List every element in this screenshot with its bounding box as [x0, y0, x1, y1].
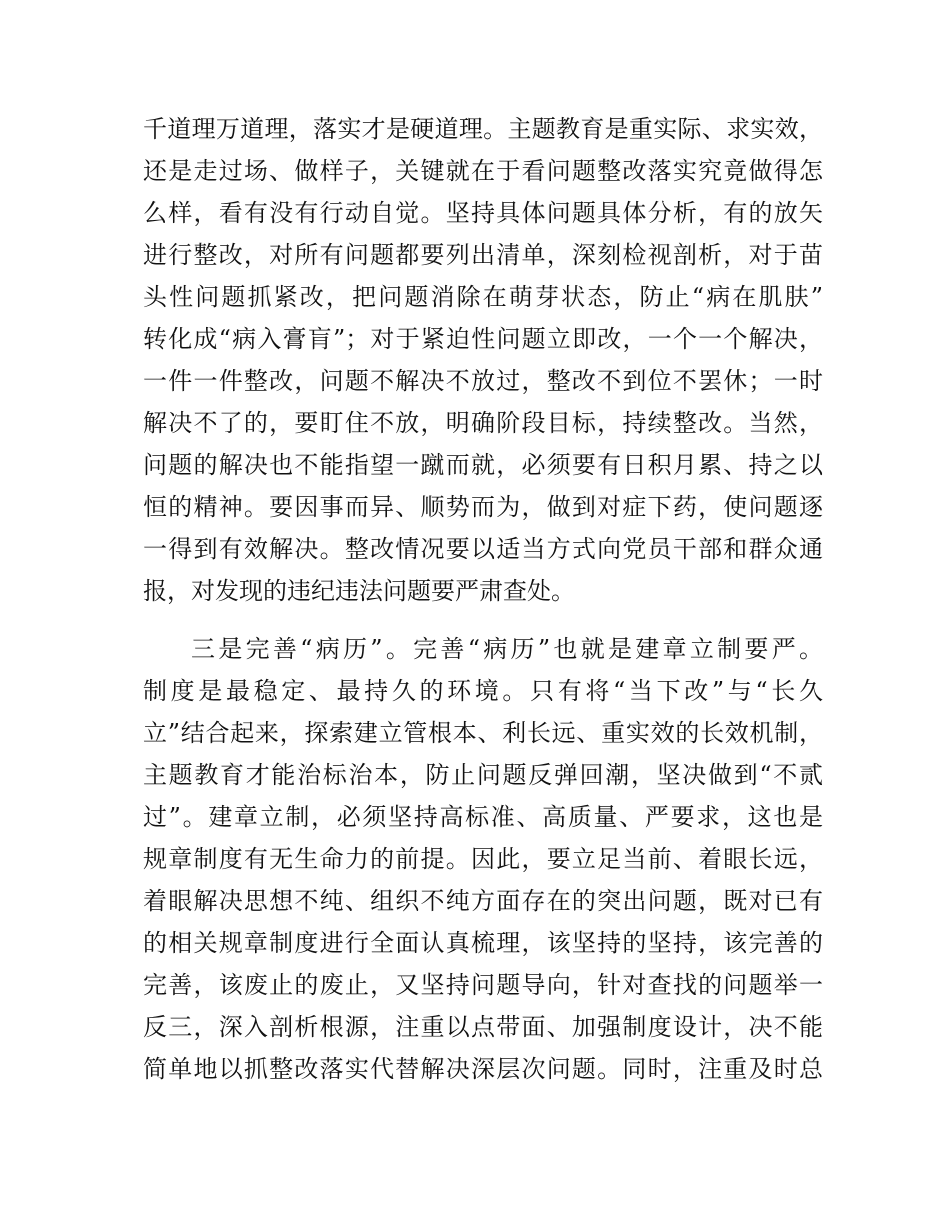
text-line: 立”结合起来，探索建立管根本、利长远、重实效的长效机制， — [143, 719, 823, 747]
text-line: 头性问题抓紧改，把问题消除在萌芽状态，防止“病在肌肤” — [143, 283, 823, 311]
text-line: 还是走过场、做样子，关键就在于看问题整改落实究竟做得怎 — [143, 157, 823, 185]
text-line: 着眼解决思想不纯、组织不纯方面存在的突出问题，既对已有 — [143, 887, 823, 915]
text-line: 过”。建章立制，必须坚持高标准、高质量、严要求，这也是 — [143, 803, 823, 831]
text-line: 一得到有效解决。整改情况要以适当方式向党员干部和群众通 — [143, 535, 823, 563]
text-line: 解决不了的，要盯住不放，明确阶段目标，持续整改。当然， — [143, 409, 823, 437]
paragraph-1 — [143, 108, 823, 612]
text-line: 问题的解决也不能指望一蹴而就，必须要有日积月累、持之以 — [143, 451, 823, 479]
text-line: 转化成“病入膏肓”；对于紧迫性问题立即改，一个一个解决， — [143, 325, 823, 353]
text-line: 三是完善“病历”。完善“病历”也就是建章立制要严。 — [191, 635, 823, 663]
body-text — [143, 108, 823, 1090]
text-line: 反三，深入剖析根源，注重以点带面、加强制度设计，决不能 — [143, 1013, 823, 1041]
paragraph-2 — [143, 628, 823, 1090]
text-line: 恒的精神。要因事而异、顺势而为，做到对症下药，使问题逐 — [143, 493, 823, 521]
text-line: 的相关规章制度进行全面认真梳理，该坚持的坚持，该完善的 — [143, 929, 823, 957]
text-line: 千道理万道理，落实才是硬道理。主题教育是重实际、求实效， — [143, 115, 823, 143]
text-line: 规章制度有无生命力的前提。因此，要立足当前、着眼长远， — [143, 845, 823, 873]
text-line: 一件一件整改，问题不解决不放过，整改不到位不罢休；一时 — [143, 367, 823, 395]
paragraph-gap — [143, 612, 823, 628]
text-line: 简单地以抓整改落实代替解决深层次问题。同时，注重及时总 — [143, 1055, 823, 1083]
text-line: 报，对发现的违纪违法问题要严肃查处。 — [143, 577, 575, 605]
text-line: 么样，看有没有行动自觉。坚持具体问题具体分析，有的放矢 — [143, 199, 823, 227]
text-line: 主题教育才能治标治本，防止问题反弹回潮，坚决做到“不贰 — [143, 761, 823, 789]
text-line: 完善，该废止的废止，又坚持问题导向，针对查找的问题举一 — [143, 971, 823, 999]
text-line: 进行整改，对所有问题都要列出清单，深刻检视剖析，对于苗 — [143, 241, 823, 269]
text-line: 制度是最稳定、最持久的环境。只有将“当下改”与“长久 — [143, 677, 823, 705]
